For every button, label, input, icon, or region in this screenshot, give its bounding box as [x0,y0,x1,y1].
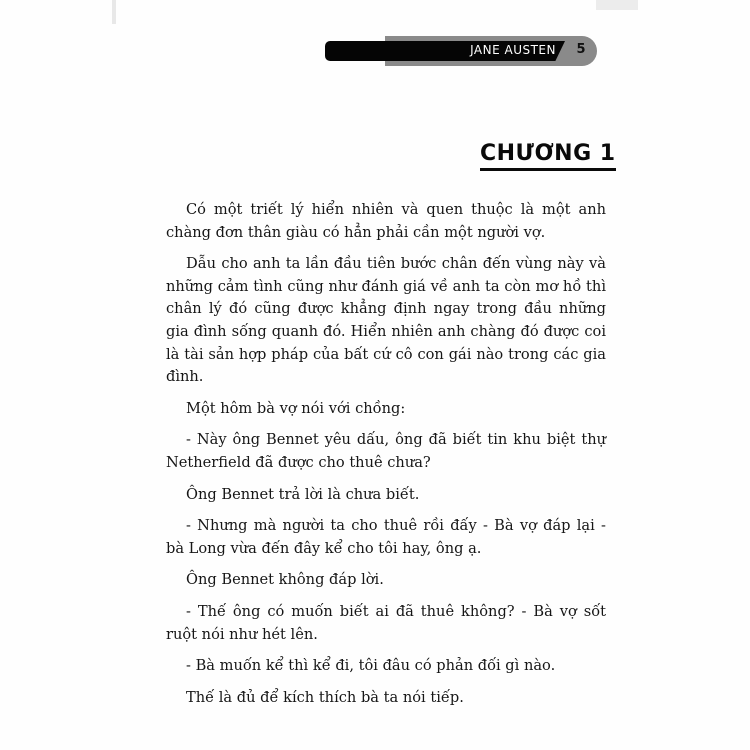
scan-artifact [596,0,638,10]
header-author: JANE AUSTEN [470,43,556,57]
paragraph: - Này ông Bennet yêu dấu, ông đã biết tin khu biệt thự Netherfield đã được cho thuê chưa? [166,431,606,471]
paragraph: - Bà muốn kể thì kể đi, tôi đâu có phản đối gì nào. [186,657,556,675]
paragraph: Có một triết lý hiển nhiên và quen thuộc là một anh chàng đơn thân giàu có hẳn phải cần một người vợ. [166,201,606,241]
chapter-title: CHƯƠNG 1 [480,141,616,171]
body-text [166,199,606,718]
paragraph: - Nhưng mà người ta cho thuê rồi đấy - Bà vợ đáp lại - bà Long vừa đến đây kể cho tôi hay, ông ạ. [166,517,606,557]
page-number: 5 [576,42,586,57]
paragraph: Một hôm bà vợ nói với chồng: [186,399,406,417]
paragraph: Dẫu cho anh ta lần đầu tiên bước chân đến vùng này và những cảm tình cũng như đánh giá về anh ta còn mơ hồ thì chân lý đó cũng được khẳng định ngay trong đầu những gia đình sống quanh đó. Hiển nhiên anh chàng đó được coi là tài sản hợp pháp của bất cứ cô con gái nào trong các gia đình. [166,255,606,386]
paragraph: - Thế ông có muốn biết ai đã thuê không? - Bà vợ sốt ruột nói như hét lên. [166,602,606,643]
scan-artifact [112,0,116,24]
running-header [325,36,598,66]
paragraph: Thế là đủ để kích thích bà ta nói tiếp. [186,688,464,706]
paragraph: Ông Bennet không đáp lời. [186,571,384,589]
paragraph: Ông Bennet trả lời là chưa biết. [186,485,420,503]
